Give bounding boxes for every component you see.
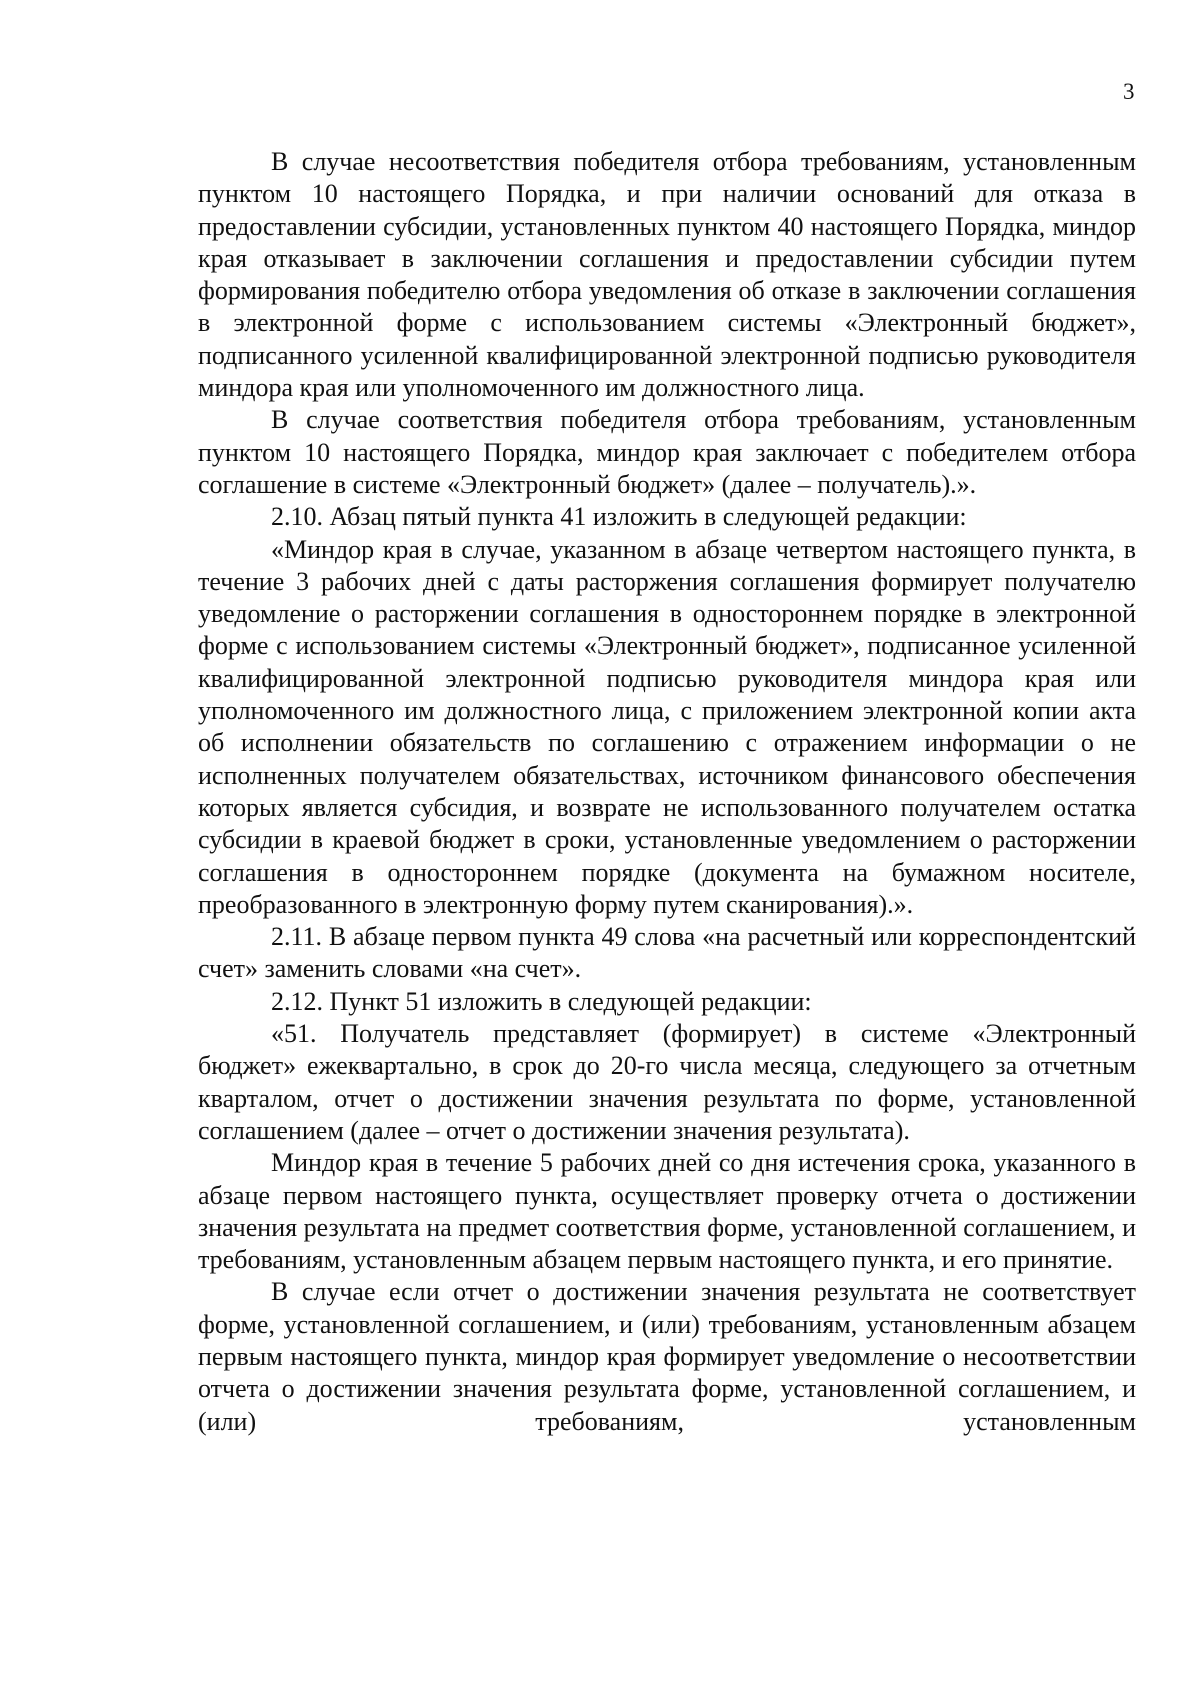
page-number: 3 xyxy=(1123,79,1135,104)
paragraph-point-51: «51. Получатель представляет (формирует) в системе «Электронный бюджет» ежеквартально, в срок до 20-го числа месяца, следующего за отчетным кварталом, отчет о достижении значения результата по форме, установленной соглашением (далее – отчет о достижении значения результата). xyxy=(198,1019,1136,1145)
paragraph-termination-notice: «Миндор края в случае, указанном в абзаце четвертом настоящего пункта, в течение 3 рабочих дней с даты расторжения соглашения формирует получателю уведомление о расторжении соглашения в одностороннем порядке в электронной форме с использованием системы «Электронный бюджет», подписанное усиленной квалифицированной электронной подписью руководителя миндора края или уполномоченного им должностного лица, с приложением электронной копии акта об исполнении обязательств по соглашению с отражением информации о не исполненных получателем обязательствах, источником финансового обеспечения которых является субсидия, и возврате не использованного получателем остатка субсидии в краевой бюджет в сроки, установленные уведомлением о расторжении соглашения в одностороннем порядке (документа на бумажном носителе, преобразованного в электронную форму путем сканирования).». xyxy=(198,534,1136,919)
paragraph-report-mismatch: В случае если отчет о достижении значения результата не соответствует форме, установленной соглашением, и (или) требованиям, установленным абзацем первым настоящего пункта, миндор края формирует уведомление о несоответствии отчета о достижении значения результата форме, установленной соглашением, и (или) требованиям, установленным xyxy=(198,1277,1136,1436)
paragraph-item-2-12: 2.12. Пункт 51 изложить в следующей редакции: xyxy=(271,986,812,1016)
document-body xyxy=(198,146,1136,1438)
paragraph-item-2-11: 2.11. В абзаце первом пункта 49 слова «на расчетный или корреспондентский счет» заменить словами «на счет». xyxy=(198,922,1136,984)
paragraph-report-check: Миндор края в течение 5 рабочих дней со дня истечения срока, указанного в абзаце первом настоящего пункта, осуществляет проверку отчета о достижении значения результата на предмет соответствия форме, установленной соглашением, и требованиям, установленным абзацем первым настоящего пункта, и его принятие. xyxy=(198,1148,1136,1275)
paragraph-refusal-conditions: В случае несоответствия победителя отбора требованиям, установленным пунктом 10 настоящего Порядка, и при наличии оснований для отказа в предоставлении субсидии, установленных пунктом 40 настоящего Порядка, миндор края отказывает в заключении соглашения и предоставлении субсидии путем формирования победителю отбора уведомления об отказе в заключении соглашения в электронной форме с использованием системы «Электронный бюджет», подписанного усиленной квалифицированной электронной подписью руководителя миндора края или уполномоченного им должностного лица. xyxy=(198,147,1136,403)
paragraph-agreement-conclusion: В случае соответствия победителя отбора требованиям, установленным пунктом 10 настоящего Порядка, миндор края заключает с победителем отбора соглашение в системе «Электронный бюджет» (далее – получатель).». xyxy=(198,405,1136,499)
paragraph-item-2-10: 2.10. Абзац пятый пункта 41 изложить в следующей редакции: xyxy=(271,502,967,532)
